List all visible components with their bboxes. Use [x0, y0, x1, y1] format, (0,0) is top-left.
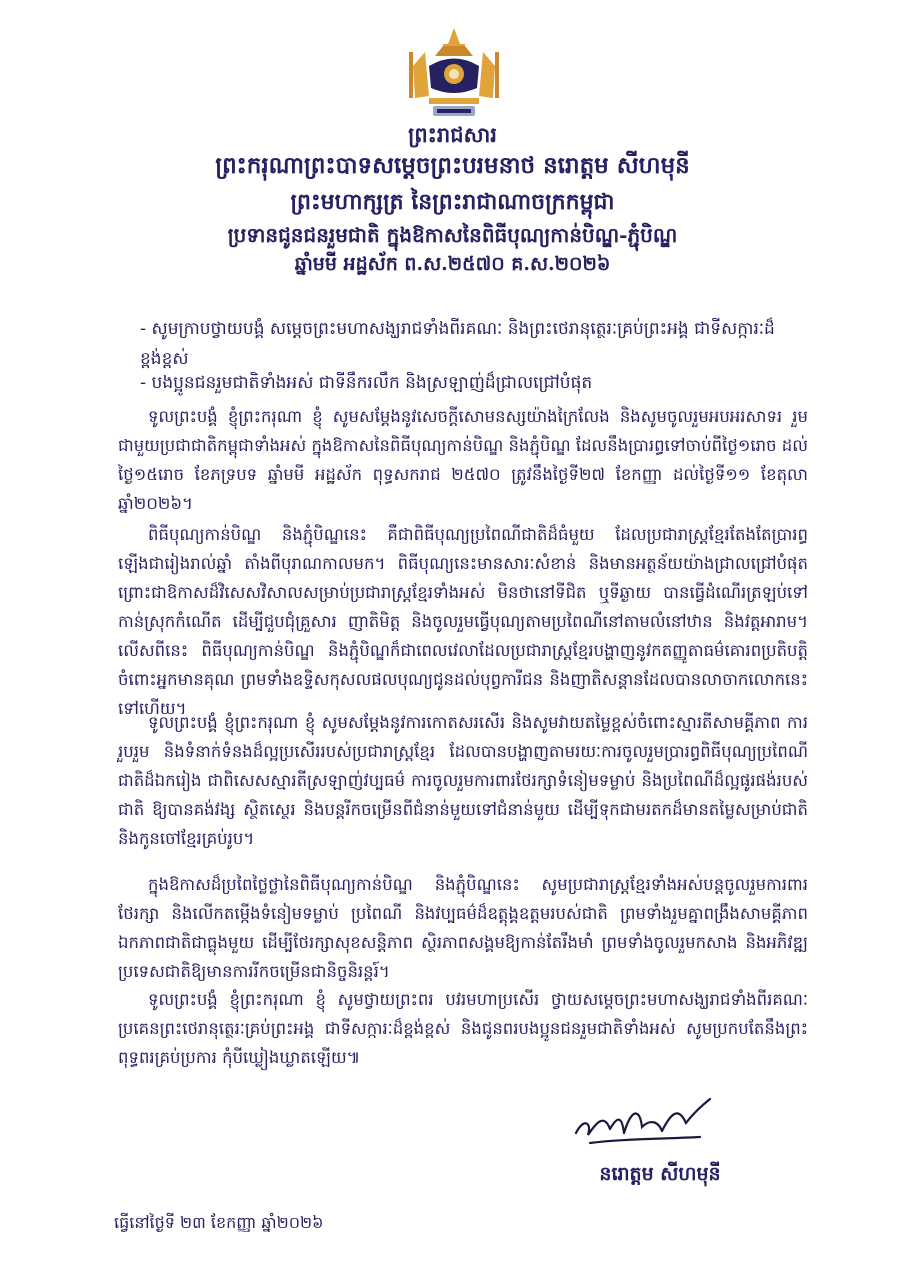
- date-line: ធ្វើនៅថ្ងៃទី ២៣ ខែកញ្ញា ឆ្នាំ២០២៦: [114, 1213, 324, 1232]
- address-line-citizens: - បងប្អូនជនរួមជាតិទាំងអស់ ជាទីនឹករលឹក និងស្រឡាញ់ដ៏ជ្រាលជ្រៅបំផុត: [140, 373, 593, 393]
- kingdom-title: ព្រះមហាក្សត្រ នៃព្រះរាជាណាចក្រកម្ពុជា: [290, 189, 615, 215]
- paragraph-2: ពិធីបុណ្យកាន់បិណ្ឌ និងភ្ជុំបិណ្ឌនេះ គឺជាពិធីបុណ្យប្រពៃណីជាតិដ៏ធំមួយ ដែលប្រជារាស្ត្រខ្មែរតែងតែប្រារព្ធឡើងជារៀងរាល់ឆ្នាំ តាំងពីបុរាណកាលមក។ ពិធីបុណ្យនេះមានសារៈសំខាន់ និងមានអត្ថន័យយ៉ាងជ្រាលជ្រៅបំផុត ព្រោះជាឱកាសដ៏វិសេសវិសាលសម្រាប់ប្រជារាស្ត្រខ្មែរទាំងអស់ មិនថានៅទីជិត ឬទីឆ្ងាយ បានធ្វើដំណើរត្រឡប់ទៅកាន់ស្រុកកំណើត ដើម្បីជួបជុំគ្រួសារ ញាតិមិត្ត និងចូលរួមធ្វើបុណ្យតាមប្រពៃណីនៅតាមលំនៅឋាន និងវត្តអារាម។ លើសពីនេះ ពិធីបុណ្យកាន់បិណ្ឌ និងភ្ជុំបិណ្ឌក៏ជាពេលវេលាដែលប្រជារាស្ត្រខ្មែរបង្ហាញនូវកតញ្ញូតាធម៌គោរពប្រតិបត្តិចំពោះអ្នកមានគុណ ព្រមទាំងឧទ្ទិសកុសលផលបុណ្យជូនដល់បុព្វការីជន និងញាតិសន្តានដែលបានលាចាកលោកនេះទៅហើយ។: [118, 525, 808, 718]
- decree-title: ព្រះរាជសារ: [408, 122, 497, 147]
- paragraph-5: ទូលព្រះបង្គំ ខ្ញុំព្រះករុណា ខ្ញុំ សូមថ្វាយព្រះពរ បវរមហាប្រសើរ ថ្វាយសម្ដេចព្រះមហាសង្ឃរាជទាំងពីរគណៈ ប្រគេនព្រះថេរានុត្ថេរៈគ្រប់ព្រះអង្គ ជាទីសក្ការៈដ៏ខ្ពង់ខ្ពស់ និងជូនពរបងប្អូនជនរួមជាតិទាំងអស់ សូមប្រកបតែនឹងព្រះពុទ្ធពរគ្រប់ប្រការ កុំបីឃ្លៀងឃ្លាតឡើយ៕: [118, 990, 808, 1067]
- signer-name: នរោត្តម សីហមុនី: [599, 1163, 721, 1185]
- paragraph-1: ទូលព្រះបង្គំ ខ្ញុំព្រះករុណា ខ្ញុំ សូមសម្ដែងនូវសេចក្ដីសោមនស្សយ៉ាងក្រៃលែង និងសូមចូលរួមអបអរសាទរ រួមជាមួយប្រជាជាតិកម្ពុជាទាំងអស់ ក្នុងឱកាសនៃពិធីបុណ្យកាន់បិណ្ឌ និងភ្ជុំបិណ្ឌ ដែលនឹងប្រារព្ធទៅចាប់ពីថ្ងៃ១រោច ដល់ថ្ងៃ១៥រោច ខែភទ្របទ ឆ្នាំមមី អដ្ឋស័ក ពុទ្ធសករាជ ២៥៧០ ត្រូវនឹងថ្ងៃទី២៧ ខែកញ្ញា ដល់ថ្ងៃទី១១ ខែតុលា ឆ្នាំ២០២៦។: [118, 407, 808, 513]
- signature-icon: [570, 1093, 720, 1148]
- paragraph-4: ក្នុងឱកាសដ៏ប្រពៃថ្លៃថ្លានៃពិធីបុណ្យកាន់បិណ្ឌ និងភ្ជុំបិណ្ឌនេះ សូមប្រជារាស្ត្រខ្មែរទាំងអស់បន្តចូលរួមការពារ ថែរក្សា និងលើកតម្កើងទំនៀមទម្លាប់ ប្រពៃណី និងវប្បធម៌ដ៏ឧត្តុង្គឧត្តមរបស់ជាតិ ព្រមទាំងរួមគ្នាពង្រឹងសាមគ្គីភាព ឯកភាពជាតិជាធ្លុងមួយ ដើម្បីថែរក្សាសុខសន្តិភាព ស្ថិរភាពសង្គមឱ្យកាន់តែរឹងមាំ ព្រមទាំងចូលរួមកសាង និងអភិវឌ្ឍប្រទេសជាតិឱ្យមានការរីកចម្រើនជានិច្ចនិរន្តរ៍។: [118, 875, 808, 981]
- year-line: ឆ្នាំមមី អដ្ឋស័ក ព.ស.២៥៧០ គ.ស.២០២៦: [294, 253, 611, 275]
- occasion-title: ប្រទានជូនជនរួមជាតិ ក្នុងឱកាសនៃពិធីបុណ្យកាន់បិណ្ឌ-ភ្ជុំបិណ្ឌ: [227, 223, 678, 247]
- address-line-clergy: - សូមក្រាបថ្វាយបង្គំ សម្ដេចព្រះមហាសង្ឃរាជទាំងពីរគណៈ និងព្រះថេរានុត្ថេរៈគ្រប់ព្រះអង្គ ជាទីសក្ការៈដ៏ខ្ពង់ខ្ពស់: [140, 319, 775, 369]
- royal-emblem: [399, 26, 509, 126]
- royal-coat-of-arms-icon: [399, 26, 509, 126]
- king-title: ព្រះករុណាព្រះបាទសម្ដេចព្រះបរមនាថ នរោត្តម សីហមុនី: [215, 152, 690, 179]
- handwritten-signature: [570, 1093, 720, 1148]
- paragraph-3: ទូលព្រះបង្គំ ខ្ញុំព្រះករុណា ខ្ញុំ សូមសម្ដែងនូវការកោតសរសើរ និងសូមវាយតម្លៃខ្ពស់ចំពោះស្មារតីសាមគ្គីភាព ការរួបរួម និងទំនាក់ទំនងដ៏ល្អប្រសើររបស់ប្រជារាស្ត្រខ្មែរ ដែលបានបង្ហាញតាមរយៈការចូលរួមប្រារព្ធពិធីបុណ្យប្រពៃណីជាតិដ៏ឯករៀង ជាពិសេសស្មារតីស្រឡាញ់វប្បធម៌ ការចូលរួមការពារថែរក្សាទំនៀមទម្លាប់ និងប្រពៃណីដ៏ល្អផូរផង់របស់ជាតិ ឱ្យបានគង់វង្ស ស្ថិតស្ថេរ និងបន្តរីកចម្រើនពីជំនាន់មួយទៅជំនាន់មួយ ដើម្បីទុកជាមរតកដ៏មានតម្លៃសម្រាប់ជាតិ និងកូនចៅខ្មែរគ្រប់រូប។: [118, 713, 808, 848]
